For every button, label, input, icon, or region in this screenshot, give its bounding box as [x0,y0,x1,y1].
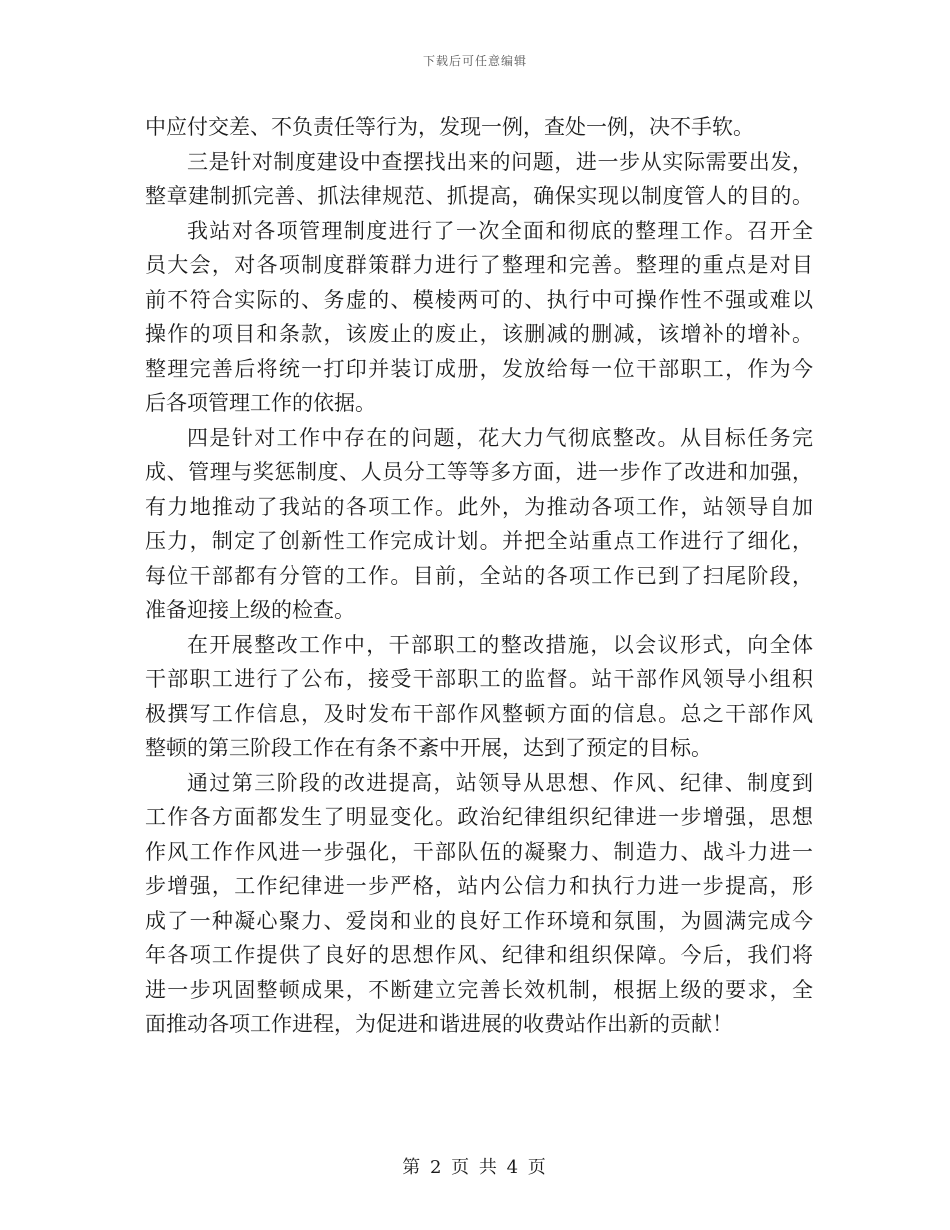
text-line: 年各项工作提供了良好的思想作风、纪律和组织保障。今后，我们将 [145,943,813,967]
text-line: 整章建制抓完善、抓法律规范、抓提高，确保实现以制度管人的目的。 [145,184,813,208]
text-line: 前不符合实际的、务虚的、模棱两可的、执行中可操作性不强或难以 [145,287,813,312]
text-line: 在开展整改工作中，干部职工的整改措施，以会议形式，向全体 [187,632,813,657]
text-line: 压力，制定了创新性工作完成计划。并把全站重点工作进行了细化， [145,529,813,553]
text-line: 进一步巩固整顿成果，不断建立完善长效机制，根据上级的要求，全 [145,977,813,1002]
text-line: 员大会，对各项制度群策群力进行了整理和完善。整理的重点是对目 [145,253,813,277]
text-line: 工作各方面都发生了明显变化。政治纪律组织纪律进一步增强，思想 [145,805,813,829]
text-line: 成了一种凝心聚力、爱岗和业的良好工作环境和氛围，为圆满完成今 [145,908,813,933]
text-line: 步增强，工作纪律进一步严格，站内公信力和执行力进一步提高，形 [145,874,813,898]
text-line: 四是针对工作中存在的问题，花大力气彻底整改。从目标任务完 [187,425,813,450]
text-line: 有力地推动了我站的各项工作。此外，为推动各项工作，站领导自加 [145,494,813,519]
text-line: 准备迎接上级的检查。 [145,598,355,622]
text-line: 面推动各项工作进程，为促进和谐进展的收费站作出新的贡献！ [145,1012,733,1036]
page-number: 第 2 页 共 4 页 [402,1157,548,1178]
text-line: 整顿的第三阶段工作在有条不紊中开展，达到了预定的目标。 [145,736,712,760]
text-line: 三是针对制度建设中查摆找出来的问题，进一步从实际需要出发， [187,149,813,174]
text-line: 成、管理与奖惩制度、人员分工等等多方面，进一步作了改进和加强， [145,460,813,484]
text-line: 操作的项目和条款，该废止的废止，该删减的删减，该增补的增补。 [145,322,813,346]
page-header: 下载后可任意编辑 [422,54,527,68]
text-line: 干部职工进行了公布，接受干部职工的监督。站干部作风领导小组积 [145,667,813,691]
document-body [145,110,813,1042]
text-line: 中应付交差、不负责任等行为，发现一例，查处一例，决不手软。 [145,115,754,139]
text-line: 整理完善后将统一打印并装订成册，发放给每一位干部职工，作为今 [145,356,813,381]
text-line: 每位干部都有分管的工作。目前，全站的各项工作已到了扫尾阶段， [145,563,813,588]
text-line: 通过第三阶段的改进提高，站领导从思想、作风、纪律、制度到 [187,770,813,795]
text-line: 我站对各项管理制度进行了一次全面和彻底的整理工作。召开全 [187,218,813,243]
text-line: 作风工作作风进一步强化，干部队伍的凝聚力、制造力、战斗力进一 [145,839,813,864]
text-line: 极撰写工作信息，及时发布干部作风整顿方面的信息。总之干部作风 [145,701,813,726]
text-line: 后各项管理工作的依据。 [145,391,376,415]
